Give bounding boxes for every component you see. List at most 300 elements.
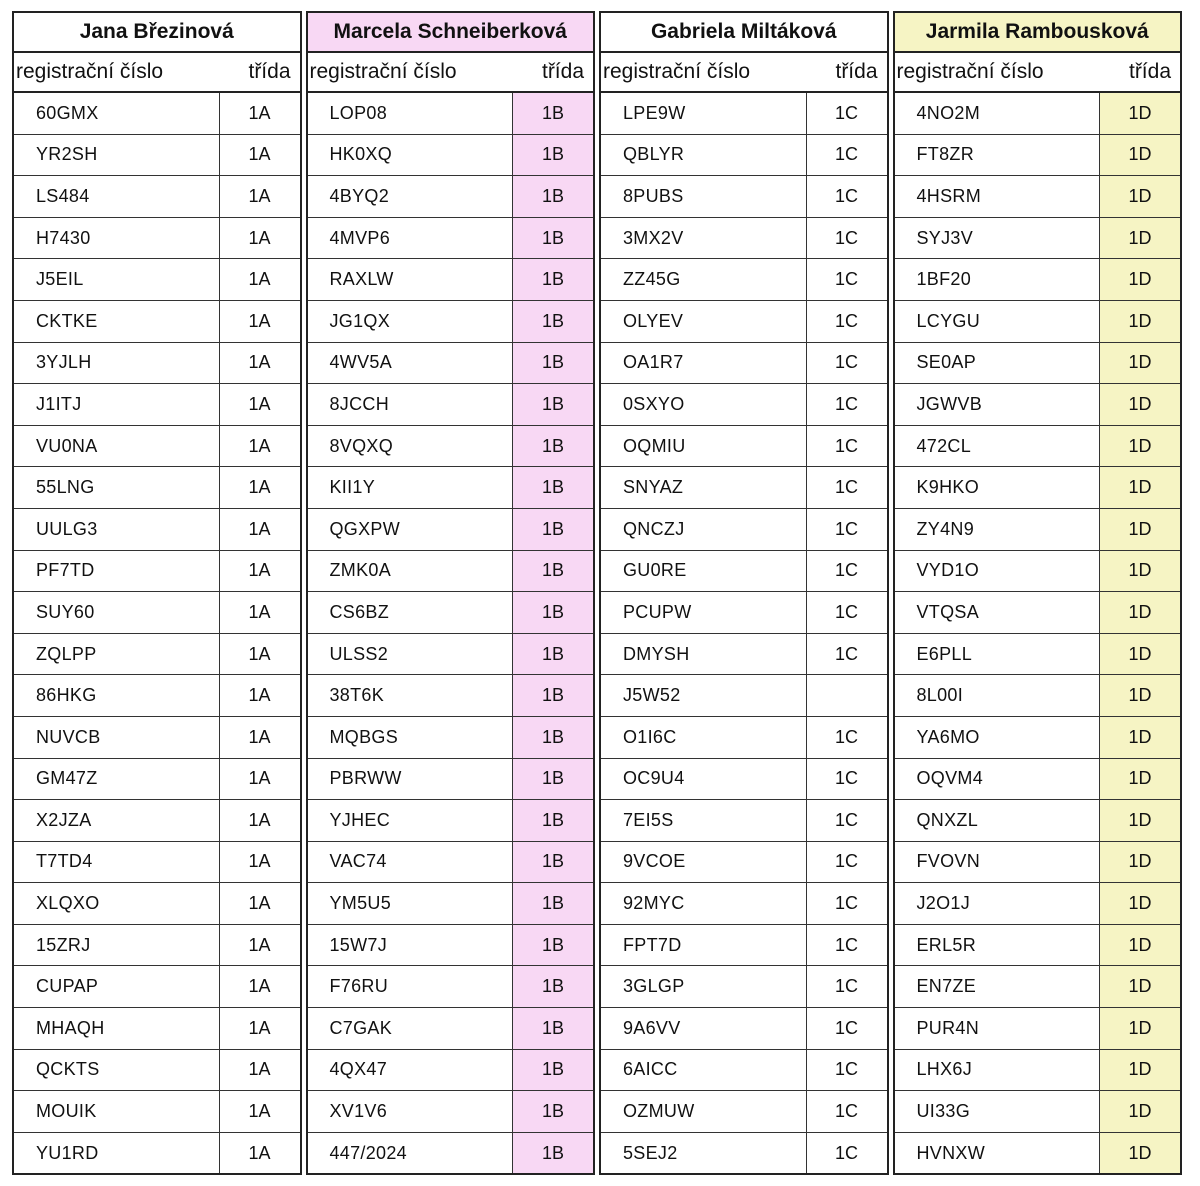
- registration-number-cell: 3GLGP: [601, 966, 807, 1007]
- class-cell: 1D: [1100, 1133, 1180, 1174]
- registration-number-cell: 60GMX: [14, 93, 220, 134]
- table-row: [895, 883, 1181, 925]
- class-cell: 1D: [1100, 301, 1180, 342]
- registration-number-cell: GU0RE: [601, 551, 807, 592]
- registration-number-cell: 3MX2V: [601, 218, 807, 259]
- registration-number-cell: SE0AP: [895, 343, 1101, 384]
- teacher-name: Marcela Schneiberková: [308, 13, 594, 53]
- class-cell: 1D: [1100, 426, 1180, 467]
- registration-number-cell: LOP08: [308, 93, 514, 134]
- registration-number-cell: OC9U4: [601, 759, 807, 800]
- registration-number-cell: HK0XQ: [308, 135, 514, 176]
- class-cell: [807, 675, 887, 716]
- class-cell: 1D: [1100, 634, 1180, 675]
- table-row: [308, 925, 594, 967]
- table-row: [601, 135, 887, 177]
- registration-number-cell: 4BYQ2: [308, 176, 514, 217]
- registration-number-cell: QGXPW: [308, 509, 514, 550]
- registration-number-cell: 4WV5A: [308, 343, 514, 384]
- table-row: [14, 1008, 300, 1050]
- registration-number-cell: SNYAZ: [601, 467, 807, 508]
- registration-number-cell: QNXZL: [895, 800, 1101, 841]
- registration-number-cell: 447/2024: [308, 1133, 514, 1174]
- registration-number-cell: 9A6VV: [601, 1008, 807, 1049]
- table-row: [308, 883, 594, 925]
- registration-number-cell: VAC74: [308, 842, 514, 883]
- class-cell: 1B: [513, 93, 593, 134]
- class-cell: 1C: [807, 883, 887, 924]
- registration-number-cell: 8L00I: [895, 675, 1101, 716]
- table-row: [601, 467, 887, 509]
- class-cell: 1C: [807, 343, 887, 384]
- registration-number-cell: RAXLW: [308, 259, 514, 300]
- table-row: [601, 426, 887, 468]
- class-cell: 1D: [1100, 551, 1180, 592]
- table-row: [14, 634, 300, 676]
- registration-number-cell: 38T6K: [308, 675, 514, 716]
- table-row: [14, 135, 300, 177]
- table-row: [308, 966, 594, 1008]
- registration-number-cell: PCUPW: [601, 592, 807, 633]
- registration-number-cell: PBRWW: [308, 759, 514, 800]
- table-row: [601, 1008, 887, 1050]
- class-cell: 1A: [220, 1133, 300, 1174]
- table-row: [601, 1050, 887, 1092]
- table-row: [895, 717, 1181, 759]
- registration-number-cell: XV1V6: [308, 1091, 514, 1132]
- class-cell: 1C: [807, 301, 887, 342]
- registration-number-cell: 4MVP6: [308, 218, 514, 259]
- class-cell: 1D: [1100, 966, 1180, 1007]
- registration-number-cell: 4HSRM: [895, 176, 1101, 217]
- table-row: [601, 883, 887, 925]
- registration-number-cell: 15ZRJ: [14, 925, 220, 966]
- class-cell: 1B: [513, 925, 593, 966]
- registration-number-cell: F76RU: [308, 966, 514, 1007]
- class-cell: 1A: [220, 800, 300, 841]
- class-cell: 1B: [513, 176, 593, 217]
- registration-number-cell: J2O1J: [895, 883, 1101, 924]
- table-row: [895, 1008, 1181, 1050]
- class-column-1c: [599, 11, 889, 1175]
- table-row: [14, 259, 300, 301]
- teacher-name: Jana Březinová: [14, 13, 300, 53]
- class-cell: 1D: [1100, 135, 1180, 176]
- registration-rows: [308, 93, 594, 1173]
- registration-number-cell: FPT7D: [601, 925, 807, 966]
- class-cell: 1D: [1100, 759, 1180, 800]
- class-cell: 1A: [220, 93, 300, 134]
- registration-number-cell: 3YJLH: [14, 343, 220, 384]
- class-cell: 1C: [807, 800, 887, 841]
- registration-number-cell: 5SEJ2: [601, 1133, 807, 1174]
- table-row: [308, 135, 594, 177]
- class-cell: 1A: [220, 1050, 300, 1091]
- table-row: [895, 301, 1181, 343]
- table-row: [601, 717, 887, 759]
- class-cell: 1A: [220, 218, 300, 259]
- table-row: [308, 634, 594, 676]
- table-row: [601, 925, 887, 967]
- class-cell: 1B: [513, 592, 593, 633]
- table-row: [601, 509, 887, 551]
- table-row: [895, 592, 1181, 634]
- table-row: [601, 551, 887, 593]
- table-row: [14, 509, 300, 551]
- teacher-name: Jarmila Rambousková: [895, 13, 1181, 53]
- table-row: [895, 218, 1181, 260]
- registration-rows: [601, 93, 887, 1173]
- class-cell: 1C: [807, 717, 887, 758]
- class-column-1d: [893, 11, 1183, 1175]
- class-cell: 1A: [220, 176, 300, 217]
- class-cell: 1D: [1100, 675, 1180, 716]
- class-cell: 1B: [513, 426, 593, 467]
- registration-number-cell: ZQLPP: [14, 634, 220, 675]
- table-row: [14, 343, 300, 385]
- class-cell: 1A: [220, 551, 300, 592]
- table-row: [601, 218, 887, 260]
- table-row: [895, 925, 1181, 967]
- registration-number-cell: NUVCB: [14, 717, 220, 758]
- teacher-name: Gabriela Miltáková: [601, 13, 887, 53]
- registration-number-cell: SYJ3V: [895, 218, 1101, 259]
- class-cell: 1C: [807, 925, 887, 966]
- table-row: [895, 509, 1181, 551]
- table-row: [895, 384, 1181, 426]
- registration-number-cell: HVNXW: [895, 1133, 1101, 1174]
- table-row: [601, 343, 887, 385]
- table-row: [308, 259, 594, 301]
- class-cell: 1A: [220, 842, 300, 883]
- class-cell: 1C: [807, 551, 887, 592]
- table-row: [14, 426, 300, 468]
- registration-number-cell: J5EIL: [14, 259, 220, 300]
- class-cell: 1B: [513, 883, 593, 924]
- table-row: [308, 426, 594, 468]
- class-cell: 1B: [513, 384, 593, 425]
- class-cell: 1B: [513, 1008, 593, 1049]
- table-row: [895, 426, 1181, 468]
- table-row: [308, 1091, 594, 1133]
- class-cell: 1A: [220, 467, 300, 508]
- registration-number-cell: OA1R7: [601, 343, 807, 384]
- table-row: [14, 966, 300, 1008]
- class-cell: 1A: [220, 509, 300, 550]
- column-subheader: [308, 53, 594, 93]
- table-row: [14, 842, 300, 884]
- registration-number-cell: VTQSA: [895, 592, 1101, 633]
- table-row: [601, 301, 887, 343]
- registration-number-cell: LCYGU: [895, 301, 1101, 342]
- registration-number-cell: OZMUW: [601, 1091, 807, 1132]
- table-row: [14, 675, 300, 717]
- table-row: [308, 176, 594, 218]
- class-cell: 1D: [1100, 93, 1180, 134]
- table-row: [14, 800, 300, 842]
- column-subheader: [14, 53, 300, 93]
- class-cell: 1B: [513, 966, 593, 1007]
- registration-number-cell: CKTKE: [14, 301, 220, 342]
- class-cell: 1A: [220, 925, 300, 966]
- table-row: [14, 592, 300, 634]
- class-cell: 1A: [220, 883, 300, 924]
- class-cell: 1C: [807, 842, 887, 883]
- registration-number-cell: SUY60: [14, 592, 220, 633]
- class-cell: 1C: [807, 93, 887, 134]
- table-row: [14, 93, 300, 135]
- registration-number-cell: J1ITJ: [14, 384, 220, 425]
- table-row: [14, 717, 300, 759]
- registration-number-cell: 92MYC: [601, 883, 807, 924]
- registration-number-cell: ZY4N9: [895, 509, 1101, 550]
- class-column-1a: [12, 11, 302, 1175]
- table-row: [14, 1091, 300, 1133]
- registration-number-cell: QNCZJ: [601, 509, 807, 550]
- table-row: [308, 1008, 594, 1050]
- table-row: [895, 176, 1181, 218]
- class-cell: 1B: [513, 1091, 593, 1132]
- registration-number-cell: OLYEV: [601, 301, 807, 342]
- table-row: [601, 384, 887, 426]
- registration-number-cell: CUPAP: [14, 966, 220, 1007]
- table-row: [601, 592, 887, 634]
- class-cell: 1B: [513, 551, 593, 592]
- table-row: [601, 759, 887, 801]
- class-cell: 1D: [1100, 218, 1180, 259]
- class-cell: 1D: [1100, 842, 1180, 883]
- class-cell: 1B: [513, 1050, 593, 1091]
- registration-number-cell: QCKTS: [14, 1050, 220, 1091]
- registration-number-header: registrační číslo: [16, 60, 164, 83]
- table-row: [308, 842, 594, 884]
- class-cell: 1B: [513, 717, 593, 758]
- registration-number-cell: LPE9W: [601, 93, 807, 134]
- class-cell: 1D: [1100, 883, 1180, 924]
- class-cell: 1B: [513, 135, 593, 176]
- class-cell: 1A: [220, 717, 300, 758]
- table-row: [601, 176, 887, 218]
- table-row: [601, 93, 887, 135]
- registration-number-cell: OQVM4: [895, 759, 1101, 800]
- class-cell: 1C: [807, 384, 887, 425]
- class-cell: 1A: [220, 1008, 300, 1049]
- class-cell: 1D: [1100, 800, 1180, 841]
- registration-number-cell: 15W7J: [308, 925, 514, 966]
- table-row: [308, 384, 594, 426]
- table-row: [601, 1091, 887, 1133]
- registration-number-cell: VU0NA: [14, 426, 220, 467]
- registration-number-cell: 8VQXQ: [308, 426, 514, 467]
- registration-number-cell: X2JZA: [14, 800, 220, 841]
- class-cell: 1A: [220, 343, 300, 384]
- class-cell: 1A: [220, 592, 300, 633]
- table-row: [895, 259, 1181, 301]
- table-row: [895, 135, 1181, 177]
- class-cell: 1C: [807, 759, 887, 800]
- table-row: [308, 759, 594, 801]
- class-cell: 1C: [807, 176, 887, 217]
- table-row: [308, 551, 594, 593]
- registration-number-cell: MOUIK: [14, 1091, 220, 1132]
- class-cell: 1C: [807, 259, 887, 300]
- registration-number-header: registrační číslo: [896, 60, 1044, 83]
- registration-number-cell: E6PLL: [895, 634, 1101, 675]
- registration-number-cell: YA6MO: [895, 717, 1101, 758]
- class-header: třída: [541, 60, 585, 83]
- table-row: [308, 93, 594, 135]
- registration-number-cell: GM47Z: [14, 759, 220, 800]
- class-cell: 1B: [513, 842, 593, 883]
- registration-number-cell: FVOVN: [895, 842, 1101, 883]
- class-cell: 1A: [220, 426, 300, 467]
- registration-number-cell: PF7TD: [14, 551, 220, 592]
- registration-number-cell: 9VCOE: [601, 842, 807, 883]
- registration-number-cell: K9HKO: [895, 467, 1101, 508]
- class-cell: 1C: [807, 135, 887, 176]
- class-cell: 1D: [1100, 384, 1180, 425]
- class-cell: 1B: [513, 467, 593, 508]
- table-row: [308, 800, 594, 842]
- registration-number-cell: 4QX47: [308, 1050, 514, 1091]
- class-cell: 1A: [220, 135, 300, 176]
- table-row: [895, 1050, 1181, 1092]
- class-cell: 1C: [807, 1050, 887, 1091]
- class-cell: 1D: [1100, 717, 1180, 758]
- registration-number-cell: 6AICC: [601, 1050, 807, 1091]
- table-row: [14, 218, 300, 260]
- class-cell: 1B: [513, 1133, 593, 1174]
- class-cell: 1A: [220, 301, 300, 342]
- table-row: [895, 842, 1181, 884]
- registration-number-cell: UI33G: [895, 1091, 1101, 1132]
- table-row: [895, 551, 1181, 593]
- class-cell: 1D: [1100, 509, 1180, 550]
- table-row: [895, 800, 1181, 842]
- registration-number-cell: J5W52: [601, 675, 807, 716]
- registration-number-cell: LS484: [14, 176, 220, 217]
- class-cell: 1D: [1100, 467, 1180, 508]
- registration-number-cell: LHX6J: [895, 1050, 1101, 1091]
- table-row: [14, 1050, 300, 1092]
- class-cell: 1A: [220, 759, 300, 800]
- column-subheader: [601, 53, 887, 93]
- registration-number-cell: 0SXYO: [601, 384, 807, 425]
- table-row: [601, 800, 887, 842]
- class-column-1b: [306, 11, 596, 1175]
- class-cell: 1A: [220, 675, 300, 716]
- class-cell: 1B: [513, 634, 593, 675]
- table-row: [601, 966, 887, 1008]
- registration-number-cell: 8JCCH: [308, 384, 514, 425]
- class-cell: 1C: [807, 467, 887, 508]
- class-cell: 1D: [1100, 343, 1180, 384]
- registration-number-cell: CS6BZ: [308, 592, 514, 633]
- class-cell: 1D: [1100, 1050, 1180, 1091]
- class-cell: 1B: [513, 759, 593, 800]
- table-row: [308, 301, 594, 343]
- class-cell: 1C: [807, 218, 887, 259]
- class-header: třída: [248, 60, 291, 83]
- registration-number-cell: ZMK0A: [308, 551, 514, 592]
- registration-number-header: registrační číslo: [309, 60, 457, 83]
- registration-number-cell: YU1RD: [14, 1133, 220, 1174]
- table-row: [895, 343, 1181, 385]
- registration-number-cell: QBLYR: [601, 135, 807, 176]
- registration-number-cell: 7EI5S: [601, 800, 807, 841]
- table-row: [308, 717, 594, 759]
- class-cell: 1D: [1100, 1091, 1180, 1132]
- class-cell: 1A: [220, 634, 300, 675]
- table-row: [14, 883, 300, 925]
- registration-number-cell: ERL5R: [895, 925, 1101, 966]
- class-header: třída: [1128, 60, 1172, 83]
- class-cell: 1A: [220, 1091, 300, 1132]
- class-cell: 1B: [513, 509, 593, 550]
- table-row: [895, 1091, 1181, 1133]
- table-row: [14, 1133, 300, 1174]
- table-row: [601, 675, 887, 717]
- table-row: [14, 551, 300, 593]
- table-row: [895, 675, 1181, 717]
- registration-number-cell: DMYSH: [601, 634, 807, 675]
- table-row: [895, 467, 1181, 509]
- registration-number-cell: H7430: [14, 218, 220, 259]
- class-cell: 1C: [807, 1133, 887, 1174]
- registration-number-cell: 4NO2M: [895, 93, 1101, 134]
- class-cell: 1D: [1100, 259, 1180, 300]
- class-cell: 1C: [807, 426, 887, 467]
- class-cell: 1B: [513, 259, 593, 300]
- class-cell: 1A: [220, 259, 300, 300]
- registration-number-cell: 86HKG: [14, 675, 220, 716]
- registration-number-cell: FT8ZR: [895, 135, 1101, 176]
- class-cell: 1D: [1100, 1008, 1180, 1049]
- table-row: [601, 259, 887, 301]
- registration-number-cell: PUR4N: [895, 1008, 1101, 1049]
- registration-number-cell: ULSS2: [308, 634, 514, 675]
- table-row: [308, 467, 594, 509]
- registration-number-cell: JGWVB: [895, 384, 1101, 425]
- class-cell: 1B: [513, 343, 593, 384]
- registration-rows: [895, 93, 1181, 1173]
- registration-number-cell: ZZ45G: [601, 259, 807, 300]
- registration-number-cell: EN7ZE: [895, 966, 1101, 1007]
- registration-rows: [14, 93, 300, 1173]
- class-header: třída: [835, 60, 878, 83]
- class-cell: 1C: [807, 1091, 887, 1132]
- registration-number-header: registrační číslo: [603, 60, 751, 83]
- table-row: [895, 966, 1181, 1008]
- table-row: [601, 634, 887, 676]
- table-row: [14, 176, 300, 218]
- registration-number-cell: YR2SH: [14, 135, 220, 176]
- class-cell: 1C: [807, 634, 887, 675]
- class-cell: 1B: [513, 218, 593, 259]
- registration-sheet: [12, 11, 1182, 1175]
- column-subheader: [895, 53, 1181, 93]
- class-cell: 1D: [1100, 592, 1180, 633]
- registration-number-cell: KII1Y: [308, 467, 514, 508]
- class-cell: 1C: [807, 966, 887, 1007]
- registration-number-cell: MQBGS: [308, 717, 514, 758]
- class-cell: 1B: [513, 675, 593, 716]
- table-row: [308, 218, 594, 260]
- table-row: [895, 1133, 1181, 1174]
- table-row: [14, 384, 300, 426]
- table-row: [14, 467, 300, 509]
- table-row: [308, 509, 594, 551]
